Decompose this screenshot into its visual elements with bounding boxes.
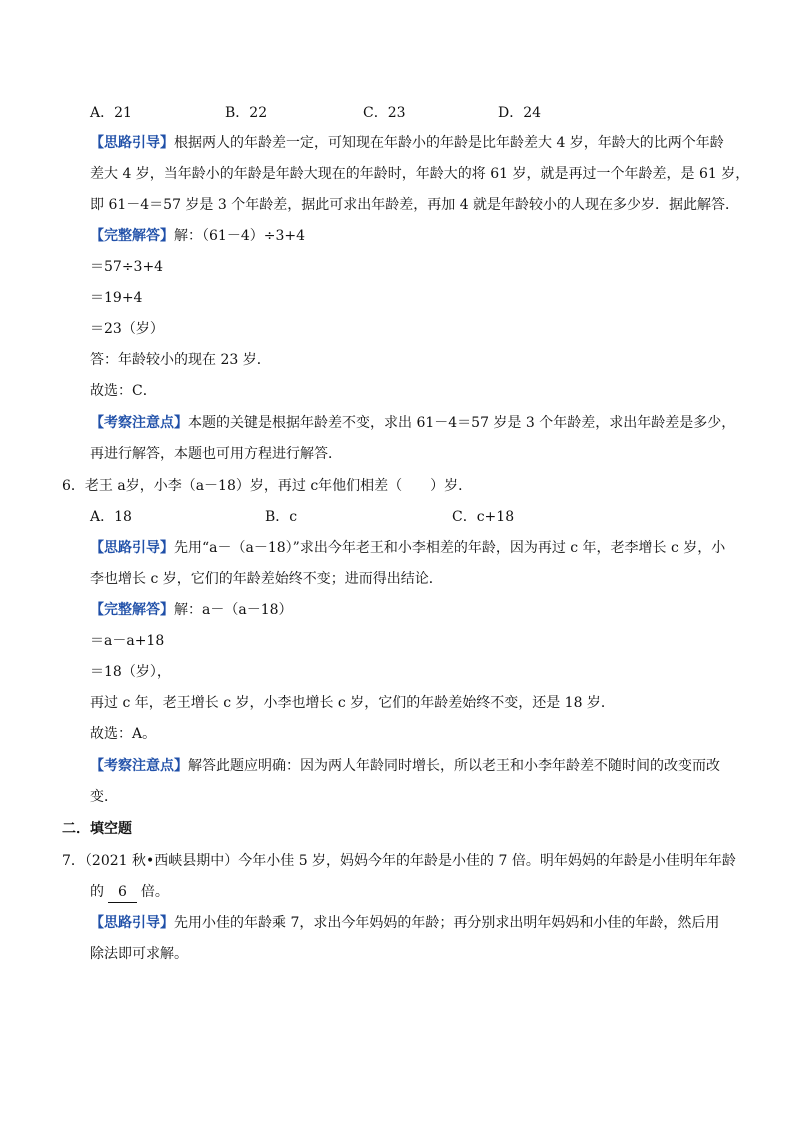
q6-note-line-2: 变． (90, 789, 118, 805)
q5-hint-line-2: 差大 4 岁，当年龄小的年龄是年龄大现在的年龄时，年龄大的将 61 岁，就是再过一个年龄差，是 61 岁， (90, 166, 750, 182)
hint-text: 根据两人的年龄差一定，可知现在年龄小的年龄是比年龄差大 4 岁，年龄大的比两个年龄 (174, 135, 724, 151)
note-tag: 【考察注意点】 (90, 758, 188, 774)
note-text: 本题的关键是根据年龄差不变，求出 61－4＝57 岁是 3 个年龄差，求出年龄差是多少， (188, 415, 736, 431)
q5-option-a: A．21 (90, 105, 132, 121)
answer-text: 解：（61－4）÷3+4 (174, 228, 305, 244)
q7-text-post: 倍。 (140, 884, 169, 900)
q7-answer-blank: 6 (108, 882, 137, 903)
q5-note-line-2: 再进行解答，本题也可用方程进行解答． (90, 446, 342, 462)
hint-tag: 【思路引导】 (90, 540, 174, 556)
q5-step-1: ＝57÷3+4 (90, 259, 164, 275)
q5-choice: 故选：C． (90, 383, 157, 399)
q5-option-b: B．22 (225, 105, 268, 121)
q5-reply: 答：年龄较小的现在 23 岁． (90, 352, 271, 368)
q5-hint-line-3: 即 61－4＝57 岁是 3 个年龄差，据此可求出年龄差，再加 4 就是年龄较小的人现在多少岁．据此解答． (90, 197, 740, 213)
q6-hint-line-2: 李也增长 c 岁，它们的年龄差始终不变；进而得出结论． (90, 571, 443, 587)
q7-hint-line-2: 除法即可求解。 (90, 946, 188, 962)
q6-question: 6．老王 a岁，小李（a－18）岁，再过 c年他们相差（ ）岁． (62, 478, 473, 494)
answer-text: 解：a－（a－18） (174, 602, 293, 618)
q5-note-line-1 (90, 413, 735, 433)
note-tag: 【考察注意点】 (90, 415, 188, 431)
section-title-fill-in: 二．填空题 (62, 821, 132, 837)
q7-text-pre: 的 (90, 884, 104, 900)
q5-option-c: C．23 (363, 105, 406, 121)
q7-question-line-1: 7．（2021 秋•西峡县期中）今年小佳 5 岁，妈妈今年的年龄是小佳的 7 倍。明年妈妈的年龄是小佳明年年龄 (62, 853, 736, 869)
answer-tag: 【完整解答】 (90, 228, 174, 244)
q5-hint-line-1 (90, 133, 724, 153)
q6-step-2: ＝18（岁）， (90, 664, 171, 680)
q5-option-d: D．24 (498, 105, 542, 121)
q5-step-3: ＝23（岁） (90, 321, 164, 337)
q5-step-2: ＝19+4 (90, 290, 143, 306)
q6-step-1: ＝a－a+18 (90, 633, 165, 649)
hint-text: 先用“a－（a－18）”求出今年老王和小李相差的年龄，因为再过 c 年，老李增长 c 岁，小 (174, 540, 726, 556)
q6-option-c: C．c+18 (452, 509, 515, 525)
q7-hint-line-1 (90, 913, 719, 933)
note-text: 解答此题应明确：因为两人年龄同时增长，所以老王和小李年龄差不随时间的改变而改 (188, 758, 720, 774)
q7-question-line-2 (90, 882, 169, 903)
q6-answer-line (90, 600, 293, 620)
q6-option-a: A．18 (90, 509, 132, 525)
hint-tag: 【思路引导】 (90, 135, 174, 151)
q6-option-b: B．c (265, 509, 298, 525)
hint-tag: 【思路引导】 (90, 915, 174, 931)
q6-note-line-1 (90, 756, 720, 776)
q6-hint-line-1 (90, 538, 725, 558)
q6-choice: 故选：A。 (90, 726, 157, 742)
hint-text: 先用小佳的年龄乘 7，求出今年妈妈的年龄；再分别求出明年妈妈和小佳的年龄，然后用 (174, 915, 720, 931)
q5-answer-line (90, 226, 305, 246)
q6-conclusion: 再过 c 年，老王增长 c 岁，小李也增长 c 岁，它们的年龄差始终不变，还是 18 岁． (90, 695, 615, 711)
answer-tag: 【完整解答】 (90, 602, 174, 618)
